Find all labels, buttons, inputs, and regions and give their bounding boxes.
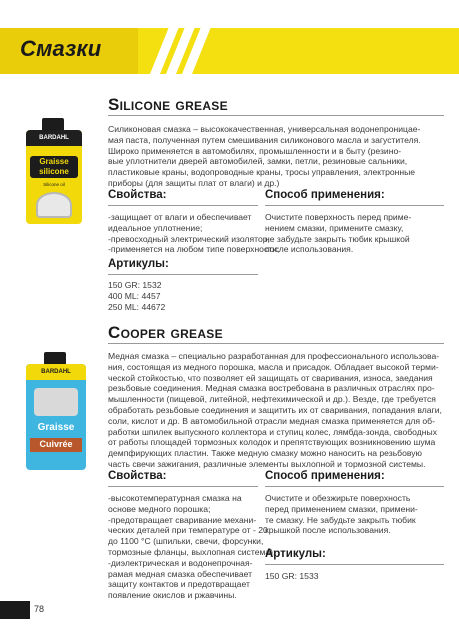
silicone-usage-rule	[265, 205, 444, 206]
silicone-articles-rule	[108, 274, 258, 275]
silicone-usage-list: Очистите поверхность перед приме- нением смазки, примените смазку, не забудьте закрыть тюбик крышкой после использования.	[265, 212, 412, 255]
cooper-properties-label: Свойства:	[108, 470, 167, 482]
faucet-icon	[36, 192, 72, 218]
silicone-tube-name1: Graisse	[39, 157, 69, 166]
cooper-usage-label: Способ применения:	[265, 470, 385, 482]
silicone-tube-brand: BARDAHL	[39, 135, 69, 141]
page-number: 78	[34, 604, 45, 614]
page-title: Смазки	[20, 36, 102, 61]
cooper-title-rule	[108, 343, 444, 344]
silicone-tube-name2: silicone	[39, 167, 69, 176]
silicone-properties-label: Свойства:	[108, 189, 167, 201]
cooper-tube-name2: Cuivrée	[39, 439, 73, 449]
silicone-properties-list: -защищает от влаги и обеспечивает идеальное уплотнение; -превосходный электрический изолятор; -применяется на любом типе поверхности;	[108, 212, 280, 255]
cooper-tube-graphic	[34, 388, 78, 416]
silicone-tube-image	[22, 118, 86, 226]
cooper-articles-list: 150 GR: 1533	[265, 571, 319, 581]
page-number-bar	[0, 601, 30, 619]
silicone-articles-list: 150 GR: 1532 400 ML: 4457 250 ML: 44672	[108, 280, 166, 312]
silicone-articles-label: Артикулы:	[108, 258, 169, 270]
cooper-tube-name1: Graisse	[37, 422, 75, 433]
silicone-tube-sub: Silicone oil	[43, 182, 65, 187]
cooper-tube-brand: BARDAHL	[41, 369, 71, 375]
silicone-title-rule	[108, 115, 444, 116]
cooper-properties-list: -высокотемпературная смазка на основе медного порошка; -предотвращает сваривание механи- ческих деталей при температуре от - 20 до 1100 °С (шпильки, свечи, форсунки, тормозные фланцы, выхлопная система); -диэлектрическая и водонепрочная- рамая медная смазка обеспечивает защиту контактов и предотвращает появление окислов и ржавчины.	[108, 493, 276, 601]
cooper-articles-rule	[265, 564, 444, 565]
silicone-usage-label: Способ применения:	[265, 189, 385, 201]
cooper-usage-list: Очистите и обезжирьте поверхность перед применением смазки, примени- те смазку. Не забудьте закрыть тюбик крышкой после использования.	[265, 493, 418, 536]
silicone-description: Силиконовая смазка – высококачественная, универсальная водонепроницае- мая паста, полученная путем смешивания силиконового масла и загустителя. Широко применяется в автомобилях, промышленности и в быту (резино- вые уплотнители дверей автомобилей, замки, петли, резиновые сальники, пластиковые краны, водопроводные краны, тросы управления, электронные приборы (для защиты плат от влаги) и др.)	[108, 124, 421, 188]
cooper-usage-rule	[265, 486, 444, 487]
silicone-title: Silicone grease	[108, 95, 228, 114]
cooper-title: Cooper grease	[108, 323, 223, 342]
cooper-tube-image	[22, 352, 90, 472]
silicone-properties-rule	[108, 205, 258, 206]
cooper-description: Медная смазка – специально разработанная для профессионального использова- ния, состоящая из медного порошка, масла и присадок. Обладает высокой терми- ческой стойкостью, что позволяет ей защищать от сваривания, износа, заедания резьбовые соединения. Медная смазка востребована в различных отраслях про- мышленности (пищевой, литейной, нефтехимической и др.). Везде, где требуется обработать резьбовые соединения и защитить их от сваривания, попадания влаги, соли, кислот и др. В автомобильной отрасли медная смазка применяется для об- работки шпилек выпускного коллектора и ступиц колес, лямбда-зонда, свободных от работы площадей тормозных колодок и препятствующих возникновению шума демпфирующих пластин. Также медную смазку можно наносить на резьбовую часть свечи зажигания, различные элементы выхлопной и тормозной системы.	[108, 351, 442, 469]
cooper-articles-label: Артикулы:	[265, 548, 326, 560]
cooper-properties-rule	[108, 486, 258, 487]
